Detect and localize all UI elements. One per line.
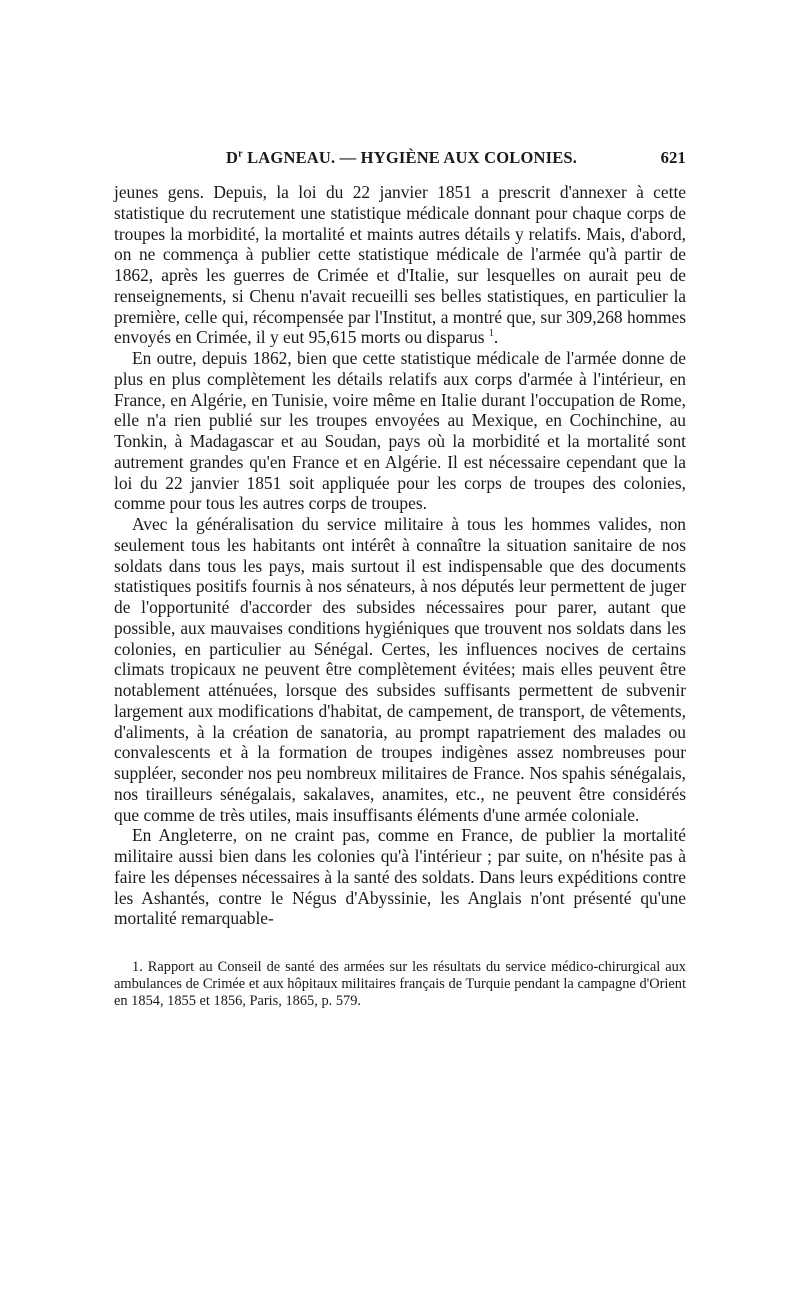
author-prefix: D: [226, 148, 239, 167]
footnote-1: 1. Rapport au Conseil de santé des armées sur les résultats du service médico-chirurgical aux ambulances de Crimée et aux hôpitaux militaires français de Turquie pendant la campagne d'Orient en 1854, 1855 et 1856, Paris, 1865, p. 579.: [114, 959, 686, 1010]
paragraph-continued: [114, 182, 686, 348]
paragraph: Avec la généralisation du service militaire à tous les hommes valides, non seulement tous les habitants ont intérêt à connaître la situation sanitaire de nos soldats dans tous les pays, mais surtout il est indispensable que des documents statistiques positifs fournis à nos sénateurs, à nos députés leur permettent de juger de l'opportunité d'accorder des subsides nécessaires pour parer, autant que possible, aux mauvaises conditions hygiéniques que trouvent nos soldats dans les colonies, en particulier au Sénégal. Certes, les influences nocives de certains climats tropicaux ne peuvent être complètement évitées; mais elles peuvent être notablement atténuées, lorsque des subsides suffisants permettent de subvenir largement aux modifications d'habitat, de campement, de transport, de vêtements, d'aliments, à la création de sanatoria, au prompt rapatriement des malades ou convalescents et à la formation de troupes indigènes assez nombreuses pour suppléer, seconder nos peu nombreux militaires de France. Nos spahis sénégalais, nos tirailleurs sénégalais, sakalaves, anamites, etc., ne peuvent être considérés que comme de très utiles, mais insuffisants éléments d'une armée coloniale.: [114, 514, 686, 825]
footnote-reference: 1: [488, 328, 494, 340]
footnotes: [114, 959, 686, 1011]
running-title: [226, 148, 577, 168]
footnote-reference-punctuation: .: [493, 327, 499, 348]
book-page: [114, 148, 686, 1011]
body-text: [114, 182, 686, 929]
chapter-title: LAGNEAU. — HYGIÈNE AUX COLONIES.: [247, 148, 578, 167]
paragraph: En Angleterre, on ne craint pas, comme en France, de publier la mortalité militaire aussi bien dans les colonies qu'à l'intérieur ; par suite, on n'hésite pas à faire les dépenses nécessaires à la santé des soldats. Dans leurs expéditions contre les Ashantés, contre le Négus d'Abyssinie, les Anglais n'ont présenté qu'une mortalité remarquable-: [114, 825, 686, 929]
paragraph-1-text: jeunes gens. Depuis, la loi du 22 janvier 1851 a prescrit d'annexer à cette statistique du recrutement une statistique médicale donnant pour chaque corps de troupes la morbidité, la mortalité et maints autres détails y relatifs. Mais, d'abord, on ne commença à publier cette statistique médicale de l'armée qu'à partir de 1862, après les guerres de Crimée et d'Italie, sur lesquelles on aurait peu de renseignements, si Chenu n'avait recueilli ses belles statistiques, en particulier la première, celle qui, récompensée par l'Institut, a montré que, sur 309,268 hommes envoyés en Crimée, il y eut 95,615 morts ou disparus: [114, 182, 686, 348]
author-prefix-superscript: r: [238, 148, 243, 160]
running-head: [114, 148, 686, 172]
page-number: 621: [660, 148, 686, 167]
paragraph: En outre, depuis 1862, bien que cette statistique médicale de l'armée donne de plus en plus complètement les détails relatifs aux corps d'armée à l'intérieur, en France, en Algérie, en Tunisie, voire même en Italie durant l'occupation de Rome, elle n'a rien publié sur les troupes envoyées au Mexique, en Cochinchine, au Tonkin, à Madagascar et au Soudan, pays où la morbidité et la mortalité sont autrement grandes qu'en France et en Algérie. Il est nécessaire cependant que la loi du 22 janvier 1851 soit appliquée pour les corps de troupes des colonies, comme pour tous les autres corps de troupes.: [114, 348, 686, 514]
